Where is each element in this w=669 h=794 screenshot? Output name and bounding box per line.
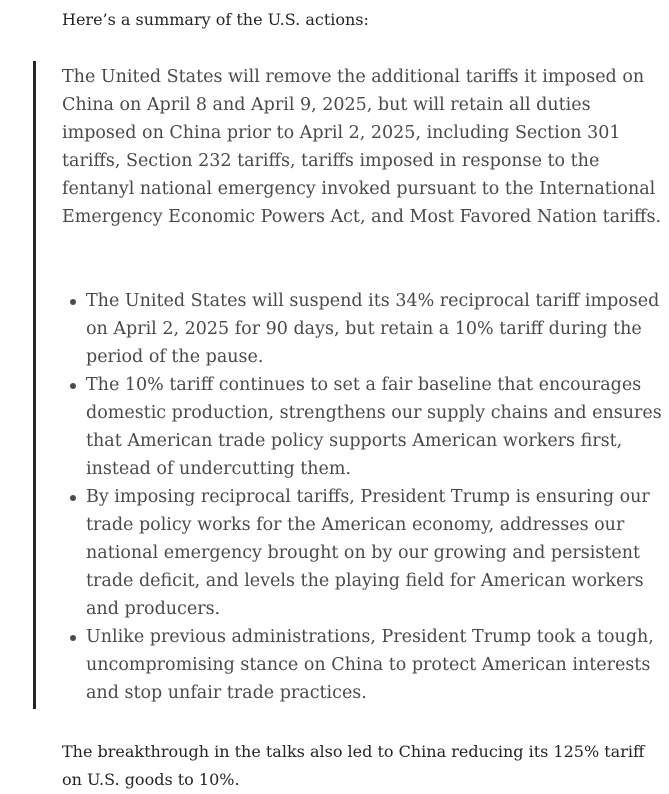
bullet-text: The United States will suspend its 34% reciprocal tariff imposed on April 2, 2025 for 90 days, but retain a 10% tariff during the period of the pause.	[86, 291, 660, 367]
bullet-item	[62, 287, 669, 371]
bullet-dot-icon	[70, 495, 76, 501]
bullet-item	[62, 623, 669, 707]
bullet-dot-icon	[70, 299, 76, 305]
intro-paragraph: Here’s a summary of the U.S. actions:	[62, 10, 369, 29]
bullet-dot-icon	[70, 635, 76, 641]
bullet-item	[62, 483, 669, 623]
blockquote-paragraph: The United States will remove the additional tariffs it imposed on China on April 8 and April 9, 2025, but will retain all duties imposed on China prior to April 2, 2025, including Section 301 tariffs, Section 232 tariffs, tariffs imposed in response to the fentanyl national emergency invoked pursuant to the International Emergency Economic Powers Act, and Most Favored Nation tariffs.	[62, 67, 662, 227]
blockquote	[33, 61, 669, 709]
outro-paragraph: The breakthrough in the talks also led to China reducing its 125% tariff on U.S. goods to 10%.	[62, 742, 645, 789]
bullet-list	[62, 287, 669, 707]
bullet-text: Unlike previous administrations, President Trump took a tough, uncompromising stance on China to protect American interests and stop unfair trade practices.	[86, 627, 654, 703]
bullet-text: The 10% tariff continues to set a fair baseline that encourages domestic production, strengthens our supply chains and ensures that American trade policy supports American workers first, instead of undercutting them.	[86, 375, 662, 479]
bullet-dot-icon	[70, 383, 76, 389]
bullet-item	[62, 371, 669, 483]
bullet-text: By imposing reciprocal tariffs, President Trump is ensuring our trade policy works for the American economy, addresses our national emergency brought on by our growing and persistent trade deficit, and levels the playing field for American workers and producers.	[86, 487, 650, 619]
